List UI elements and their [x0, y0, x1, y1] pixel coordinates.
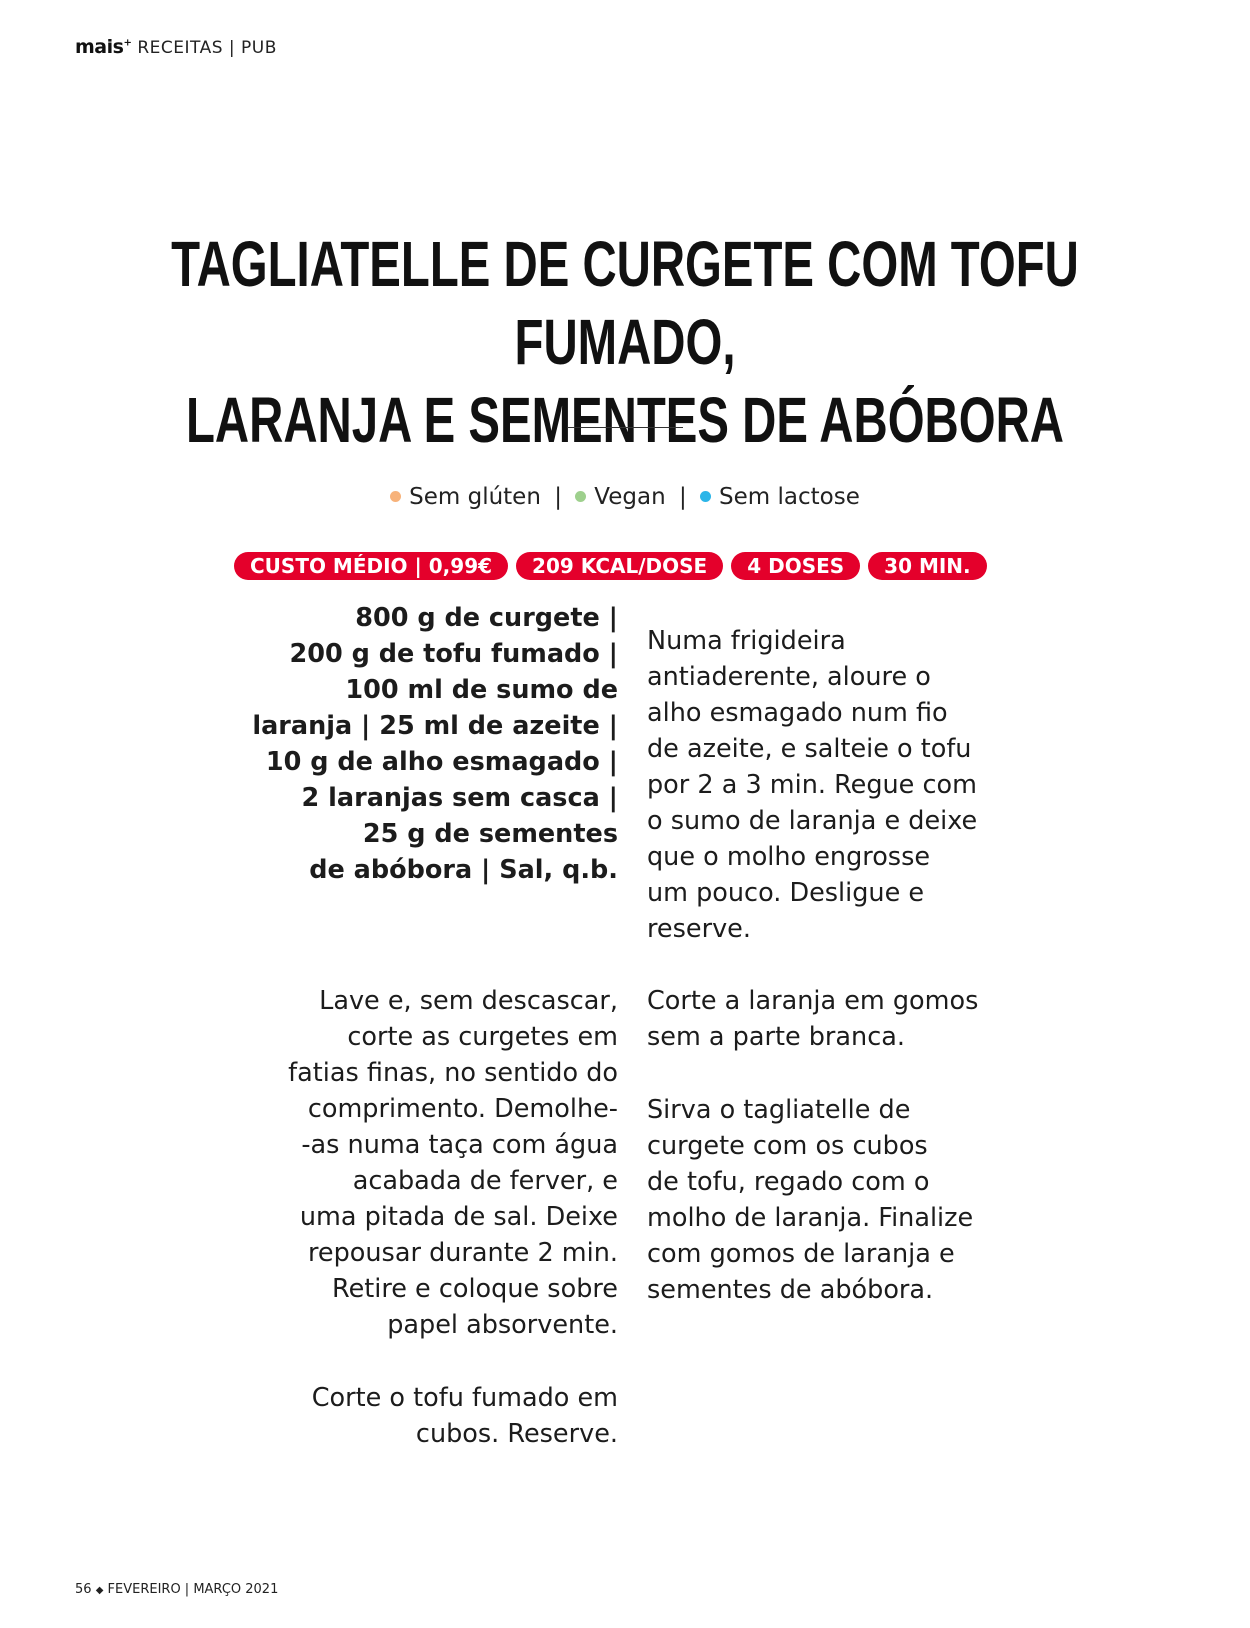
step-5: [647, 1092, 1027, 1308]
step-line: o sumo de laranja e deixe: [647, 806, 978, 836]
step-line: reserve.: [647, 914, 751, 944]
step-line: papel absorvente.: [387, 1310, 618, 1340]
bullet-icon: ◆: [95, 1585, 104, 1596]
step-line: molho de laranja. Finalize: [647, 1203, 974, 1233]
step-line: Corte o tofu fumado em: [311, 1383, 618, 1413]
calories-badge: 209 KCAL/DOSE: [516, 552, 723, 580]
page-footer: [75, 1582, 278, 1597]
lactose-free-dot-icon: [700, 491, 711, 502]
ingredient-line: 2 laranjas sem casca |: [301, 783, 618, 813]
step-1: [240, 983, 618, 1343]
step-line: Numa frigideira: [647, 626, 846, 656]
step-line: curgete com os cubos: [647, 1131, 928, 1161]
step-2: [240, 1380, 618, 1452]
recipe-title: [163, 225, 1088, 459]
step-line: Sirva o tagliatelle de: [647, 1095, 911, 1125]
step-line: fatias finas, no sentido do: [288, 1058, 618, 1088]
step-line: sem a parte branca.: [647, 1022, 905, 1052]
page-header: [75, 36, 277, 58]
ingredient-line: 100 ml de sumo de: [345, 675, 618, 705]
step-line: Lave e, sem descascar,: [319, 986, 618, 1016]
step-line: repousar durante 2 min.: [308, 1238, 618, 1268]
step-line: sementes de abóbora.: [647, 1275, 934, 1305]
brand-logo: mais+: [75, 36, 132, 58]
step-line: de tofu, regado com o: [647, 1167, 930, 1197]
ingredient-line: 10 g de alho esmagado |: [265, 747, 618, 777]
step-3: [647, 623, 1027, 947]
title-line-1: TAGLIATELLE DE CURGETE COM TOFU FUMADO,: [171, 228, 1079, 378]
tag-separator: |: [554, 484, 562, 510]
ingredient-line: de abóbora | Sal, q.b.: [309, 855, 618, 885]
tag-separator: |: [678, 484, 687, 510]
step-line: uma pitada de sal. Deixe: [299, 1202, 618, 1232]
ingredient-line: 25 g de sementes: [362, 819, 618, 849]
step-line: por 2 a 3 min. Regue com: [647, 770, 977, 800]
step-line: Corte a laranja em gomos: [647, 986, 979, 1016]
tag-vegan: Vegan: [594, 484, 666, 510]
step-line: cubos. Reserve.: [415, 1419, 618, 1449]
cost-badge: CUSTO MÉDIO | 0,99€: [234, 552, 508, 580]
servings-badge: 4 DOSES: [731, 552, 860, 580]
ingredients-list: [240, 600, 618, 888]
issue-date: FEVEREIRO | MARÇO 2021: [107, 1582, 279, 1597]
ingredient-line: 200 g de tofu fumado |: [289, 639, 618, 669]
step-line: um pouco. Desligue e: [647, 878, 925, 908]
step-line: com gomos de laranja e: [647, 1239, 955, 1269]
step-line: comprimento. Demolhe-: [307, 1094, 618, 1124]
recipe-info-pills: [234, 552, 987, 580]
section-label: RECEITAS | PUB: [137, 38, 277, 58]
tag-gluten-free: Sem glúten: [409, 484, 541, 510]
ingredient-line: laranja | 25 ml de azeite |: [252, 711, 618, 741]
step-line: -as numa taça com água: [301, 1130, 618, 1160]
step-4: [647, 983, 1027, 1055]
tag-lactose-free: Sem lactose: [719, 484, 860, 510]
vegan-dot-icon: [575, 491, 586, 502]
title-divider: [567, 427, 683, 428]
step-line: acabada de ferver, e: [352, 1166, 618, 1196]
gluten-free-dot-icon: [390, 491, 401, 502]
time-badge: 30 MIN.: [868, 552, 986, 580]
step-line: de azeite, e salteie o tofu: [647, 734, 972, 764]
diet-tags: [0, 484, 1250, 510]
ingredient-line: 800 g de curgete |: [355, 603, 618, 633]
step-line: corte as curgetes em: [347, 1022, 618, 1052]
step-line: que o molho engrosse: [647, 842, 931, 872]
step-line: alho esmagado num fio: [647, 698, 948, 728]
step-line: Retire e coloque sobre: [332, 1274, 618, 1304]
title-line-2: LARANJA E SEMENTES DE ABÓBORA: [186, 384, 1064, 456]
step-line: antiaderente, aloure o: [647, 662, 931, 692]
page-number: 56: [75, 1582, 92, 1597]
